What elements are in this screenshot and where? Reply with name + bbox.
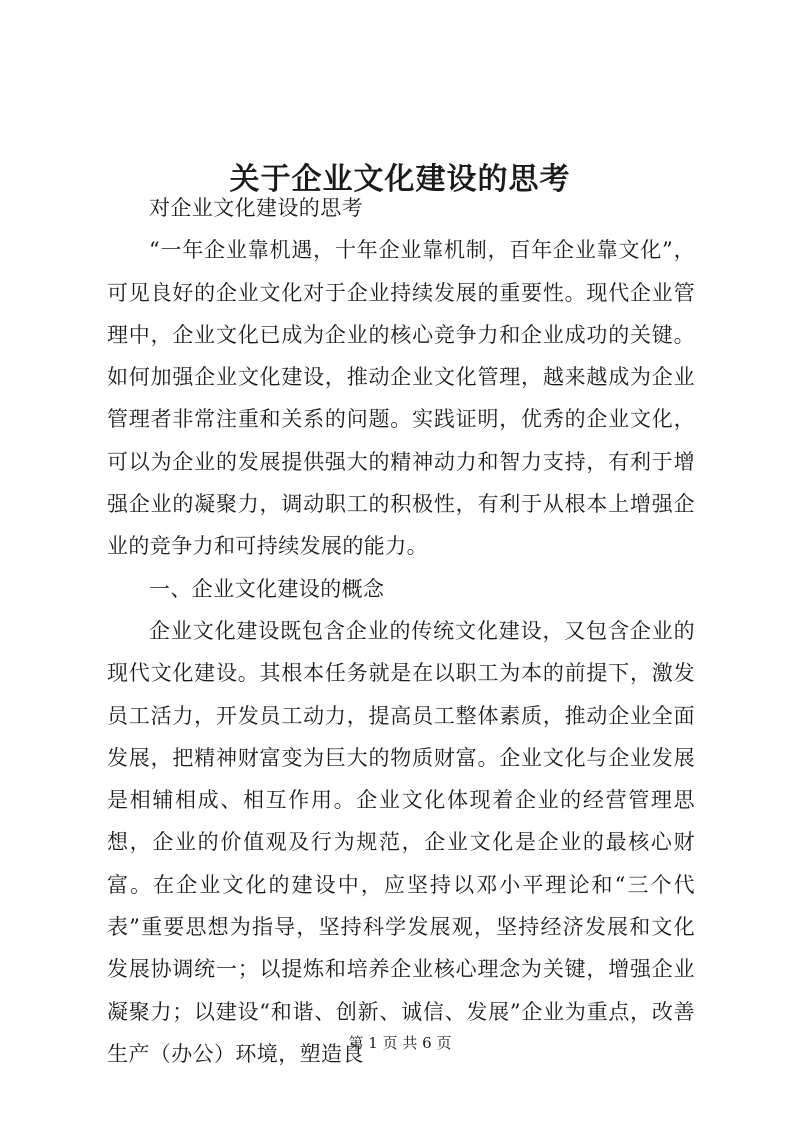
section-paragraph: 企业文化建设既包含企业的传统文化建设，又包含企业的现代文化建设。其根本任务就是在以职工为本的前提下，激发员工活力，开发员工动力，提高员工整体素质，推动企业全面发展，把精神财富变为巨大的物质财富。企业文化与企业发展是相辅相成、相互作用。企业文化体现着企业的经营管理思想，企业的价值观及行为规范，企业文化是企业的最核心财富。在企业文化的建设中，应坚持以邓小平理论和“三个代表”重要思想为指导，坚持科学发展观，坚持经济发展和文化发展协调统一；以提炼和培养企业核心理念为关键，增强企业凝聚力；以建设“和谐、创新、诚信、发展”企业为重点，改善生产（办公）环境，塑造良 <box>107 618 695 1066</box>
document-body <box>107 187 695 1075</box>
section-heading: 一、企业文化建设的概念 <box>149 576 385 601</box>
document-title: 关于企业文化建设的思考 <box>229 162 571 198</box>
subtitle-paragraph: 对企业文化建设的思考 <box>149 196 363 220</box>
page-footer: 第 1 页 共 6 页 <box>348 1034 452 1052</box>
intro-paragraph: “一年企业靠机遇，十年企业靠机制，百年企业靠文化”，可见良好的企业文化对于企业持续发展的重要性。现代企业管理中，企业文化已成为企业的核心竞争力和企业成功的关键。如何加强企业文化建设，推动企业文化管理，越来越成为企业管理者非常注重和关系的问题。实践证明，优秀的企业文化，可以为企业的发展提供强大的精神动力和智力支持，有利于增强企业的凝聚力，调动职工的积极性，有利于从根本上增强企业的竞争力和可持续发展的能力。 <box>107 238 695 559</box>
